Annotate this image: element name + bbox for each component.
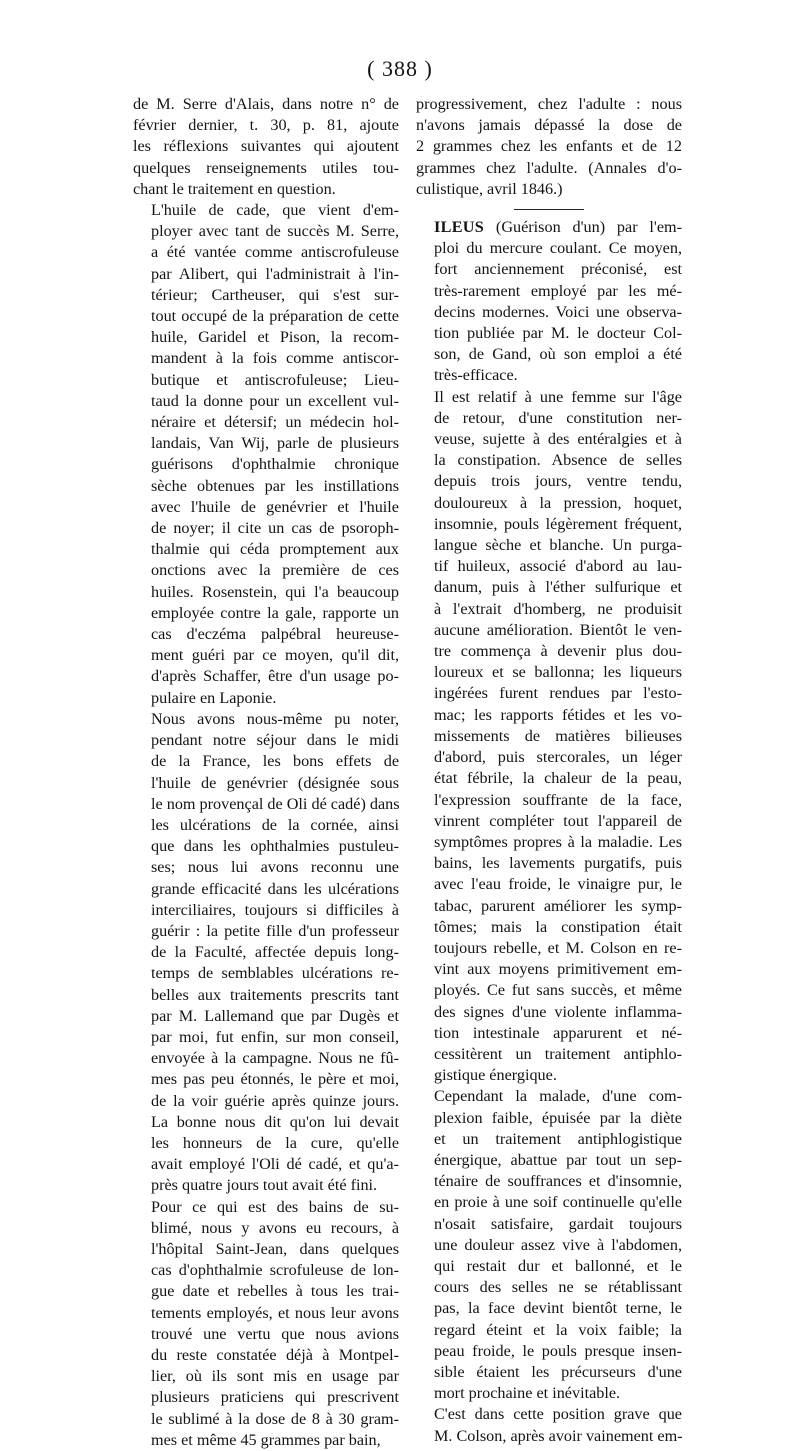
text-line: ployer avec tant de succès M. Serre, bbox=[151, 222, 399, 241]
text-line: toujours rebelle, et M. Colson en re- bbox=[434, 938, 682, 957]
text-line: avec l'eau froide, le vinaigre pur, le bbox=[434, 875, 682, 894]
text-line: Cependant la malade, d'une com- bbox=[434, 1087, 682, 1106]
text-line: par moi, fut enfin, sur mon conseil, bbox=[151, 1027, 399, 1046]
text-line: bains, les lavements purgatifs, puis bbox=[434, 854, 682, 873]
text-line: n'osait satisfaire, gardait toujours bbox=[434, 1214, 682, 1233]
text-line: le sublimé à la dose de 8 à 30 gram- bbox=[151, 1409, 399, 1428]
paragraph bbox=[416, 1086, 682, 1404]
text-line: insomnie, pouls légèrement fréquent, bbox=[434, 514, 682, 533]
text-line: L'huile de cade, que vient d'em- bbox=[151, 201, 399, 220]
text-line: février dernier, t. 30, p. 81, ajoute bbox=[133, 116, 399, 135]
text-line: la constipation. Absence de selles bbox=[434, 451, 682, 470]
text-line: progressivement, chez l'adulte : nous bbox=[416, 95, 682, 113]
text-line: loureux et se ballonna; les liqueurs bbox=[434, 663, 682, 682]
paragraph bbox=[133, 1197, 399, 1451]
text-line: cas d'eczéma palpébral heureuse- bbox=[151, 625, 399, 644]
text-line: ment guéri par ce moyen, qu'il dit, bbox=[151, 646, 399, 665]
paragraph bbox=[416, 387, 682, 1087]
text-line: veuse, sujette à des entéralgies et à bbox=[434, 430, 682, 449]
text-line: douloureux à la pression, hoquet, bbox=[434, 493, 682, 512]
text-line: huiles. Rosenstein, qui l'a beaucoup bbox=[151, 582, 399, 601]
text-line: interciliaires, toujours si difficiles à bbox=[151, 900, 399, 919]
text-line: les ulcérations de la cornée, ainsi bbox=[151, 815, 399, 834]
text-line: Pour ce qui est des bains de su- bbox=[151, 1197, 399, 1216]
text-line: gistique énergique. bbox=[434, 1066, 557, 1085]
text-line: sible étaient les précurseurs d'une bbox=[434, 1362, 682, 1381]
text-line: trouvé une vertu que nous avions bbox=[151, 1324, 399, 1343]
text-line: le nom provençal de Oli dé cadé) dans bbox=[151, 794, 400, 813]
text-line: de M. Serre d'Alais, dans notre n° de bbox=[133, 95, 399, 113]
paragraph bbox=[416, 1404, 682, 1446]
text-line: depuis trois jours, ventre tendu, bbox=[434, 472, 682, 491]
text-line: envoyée à la campagne. Nous ne fû- bbox=[151, 1049, 399, 1068]
text-line: peau froide, le pouls presque insen- bbox=[434, 1341, 682, 1360]
text-line: tion publiée par M. le docteur Col- bbox=[434, 324, 682, 343]
text-line: culistique, avril 1846.) bbox=[416, 179, 563, 198]
text-line: guérisons d'ophthalmie chronique bbox=[151, 455, 399, 474]
text-line: aucune amélioration. Bientôt le ven- bbox=[434, 620, 682, 639]
paragraph bbox=[416, 217, 682, 387]
text-line: gue date et rebelles à tous les trai- bbox=[151, 1282, 399, 1301]
page-number: ( 388 ) bbox=[367, 56, 433, 81]
text-line: mac; les rapports fétides et les vo- bbox=[434, 705, 682, 724]
text-line: de noyer; il cite un cas de psoroph- bbox=[151, 519, 399, 538]
text-line: quelques renseignements utiles tou- bbox=[133, 158, 399, 177]
text-line: une douleur assez vive à l'abdomen, bbox=[434, 1235, 682, 1254]
text-line: employée contre la gale, rapporte un bbox=[151, 603, 399, 622]
text-line: tout occupé de la préparation de cette bbox=[151, 307, 399, 326]
text-line: de la voir guérie après quinze jours. bbox=[151, 1091, 399, 1110]
text-line: d'abord, puis stercorales, un léger bbox=[434, 748, 682, 767]
text-line: tements employés, et nous leur avons bbox=[151, 1303, 399, 1322]
text-line: ténaire de souffrances et d'insomnie, bbox=[434, 1172, 682, 1191]
text-line: butique et antiscrofuleuse; Lieu- bbox=[151, 370, 399, 389]
text-line: taud la donne pour un excellent vul- bbox=[151, 391, 399, 410]
text-line: par M. Lallemand que par Dugès et bbox=[151, 1006, 399, 1025]
text-line: tabac, parurent améliorer les symp- bbox=[434, 896, 682, 915]
text-line: tif huileux, associé d'abord au lau- bbox=[434, 557, 682, 576]
text-line: regard éteint et la voix faible; la bbox=[434, 1320, 682, 1339]
text-line: vinrent compléter tout l'appareil de bbox=[434, 811, 682, 830]
section-divider bbox=[514, 209, 584, 210]
text-line: les honneurs de la cure, qu'elle bbox=[151, 1133, 399, 1152]
text-line: lier, où ils sont mis en usage par bbox=[151, 1367, 399, 1386]
text-line: des signes d'une violente inflamma- bbox=[434, 1002, 682, 1021]
text-line: ployés. Ce fut sans succès, et même bbox=[434, 981, 682, 1000]
text-line: qui restait dur et ballonné, et le bbox=[434, 1256, 682, 1275]
text-line: très-rarement employé par les mé- bbox=[434, 281, 682, 300]
text-line: C'est dans cette position grave que bbox=[434, 1405, 682, 1424]
text-line: mes et même 45 grammes par bain, bbox=[151, 1430, 381, 1449]
text-line: a été vantée comme antiscrofuleuse bbox=[151, 243, 399, 262]
text-line: sèche obtenues par les instillations bbox=[151, 476, 399, 495]
text-line: avait employé l'Oli dé cadé, et qu'a- bbox=[151, 1155, 399, 1174]
text-line: tion intestinale apparurent et né- bbox=[434, 1023, 682, 1042]
text-line: son, de Gand, où son emploi a été bbox=[434, 345, 682, 364]
text-line: 2 grammes chez les enfants et de 12 bbox=[416, 137, 682, 156]
left-column bbox=[133, 94, 399, 1451]
text-line: grande efficacité dans les ulcérations bbox=[151, 879, 399, 898]
text-line: grammes chez l'adulte. (Annales d'o- bbox=[416, 158, 682, 177]
right-column bbox=[416, 94, 682, 1447]
text-line: plusieurs praticiens qui prescrivent bbox=[151, 1388, 399, 1407]
text-line: vint aux moyens primitivement em- bbox=[434, 960, 682, 979]
text-line: énergique, abattue par tout un sep- bbox=[434, 1150, 682, 1169]
paragraph bbox=[133, 200, 399, 709]
text-line: thalmie qui céda promptement aux bbox=[151, 540, 399, 559]
text-line: pendant notre séjour dans le midi bbox=[151, 731, 399, 750]
text-line: mort prochaine et inévitable. bbox=[434, 1384, 621, 1403]
text-line: danum, puis à l'éther sulfurique et bbox=[434, 578, 682, 597]
text-line: belles aux traitements prescrits tant bbox=[151, 985, 399, 1004]
text-line: de la Faculté, affectée depuis long- bbox=[151, 943, 399, 962]
text-line: les réflexions suivantes qui ajoutent bbox=[133, 137, 399, 156]
text-line: cours des selles ne se rétablissant bbox=[434, 1278, 682, 1297]
text-line: blimé, nous y avons eu recours, à bbox=[151, 1218, 399, 1237]
text-line: tômes; mais la constipation était bbox=[434, 917, 682, 936]
text-line: decins modernes. Voici une observa- bbox=[434, 302, 682, 321]
text-line: La bonne nous dit qu'on lui devait bbox=[151, 1112, 399, 1131]
text-line: langue sèche et blanche. Un purga- bbox=[434, 536, 682, 555]
text-line: missements de matières bilieuses bbox=[434, 726, 682, 745]
text-line: symptômes propres à la maladie. Les bbox=[434, 832, 682, 851]
text-line: huile, Garidel et Pison, la recom- bbox=[151, 328, 399, 347]
text-line: ses; nous lui avons reconnu une bbox=[151, 858, 399, 877]
text-line: Nous avons nous-même pu noter, bbox=[151, 709, 399, 728]
text-line: temps de semblables ulcérations re- bbox=[151, 964, 399, 983]
text-line: par Alibert, qui l'administrait à l'in- bbox=[151, 264, 399, 283]
text-line: l'hôpital Saint-Jean, dans quelques bbox=[151, 1239, 399, 1258]
paragraph bbox=[133, 709, 399, 1197]
text-line: cessitèrent un traitement antiphlo- bbox=[434, 1044, 682, 1063]
text-line: en proie à une soif continuelle qu'elle bbox=[434, 1193, 682, 1212]
text-line: du reste constatée déjà à Montpel- bbox=[151, 1345, 399, 1364]
text-line: guérir : la petite fille d'un professeur bbox=[151, 921, 399, 940]
text-line: de retour, d'une constitution ner- bbox=[434, 408, 682, 427]
text-line: ingérées furent rendues par l'esto- bbox=[434, 684, 682, 703]
text-line: de la France, les bons effets de bbox=[151, 752, 399, 771]
text-line: Il est relatif à une femme sur l'âge bbox=[434, 387, 682, 406]
text-line: avec l'huile de genévrier et l'huile bbox=[151, 497, 399, 516]
text-line: chant le traitement en question. bbox=[133, 179, 336, 198]
text-line: pulaire en Laponie. bbox=[151, 688, 277, 707]
text-line: et un traitement antiphlogistique bbox=[434, 1129, 682, 1148]
text-line: plexion faible, épuisée par la diète bbox=[434, 1108, 682, 1127]
text-line: térieur; Cartheuser, qui s'est sur- bbox=[151, 285, 399, 304]
text-line: fort anciennement préconisé, est bbox=[434, 260, 682, 279]
paragraph bbox=[416, 94, 682, 200]
text-line: l'huile de genévrier (désignée sous bbox=[151, 773, 399, 792]
text-line: très-efficace. bbox=[434, 366, 518, 385]
text-line: ploi du mercure coulant. Ce moyen, bbox=[434, 239, 682, 258]
text-line: l'expression souffrante de la face, bbox=[434, 790, 682, 809]
text-line: cas d'ophthalmie scrofuleuse de lon- bbox=[151, 1261, 399, 1280]
text-line: onctions avec la première de ces bbox=[151, 561, 399, 580]
text-line: que dans les ophthalmies pustuleu- bbox=[151, 837, 399, 856]
text-line: mes pas peu étonnés, le père et moi, bbox=[151, 1070, 399, 1089]
text-line: pas, la face devint bientôt terne, le bbox=[434, 1299, 682, 1318]
text-line: d'après Schaffer, être d'un usage po- bbox=[151, 667, 399, 686]
text-line: ILEUS (Guérison d'un) par l'em- bbox=[434, 218, 682, 237]
text-line: M. Colson, après avoir vainement em- bbox=[434, 1426, 683, 1445]
text-line: n'avons jamais dépassé la dose de bbox=[416, 116, 682, 135]
text-line: près quatre jours tout avait été fini. bbox=[151, 1176, 378, 1195]
text-line: landais, Van Wij, parle de plusieurs bbox=[151, 434, 399, 453]
paragraph bbox=[133, 94, 399, 200]
text-line: à l'extrait d'homberg, ne produisit bbox=[434, 599, 682, 618]
text-line: tre commença à devenir plus dou- bbox=[434, 642, 682, 661]
text-line: mandent à la fois comme antiscor- bbox=[151, 349, 399, 368]
text-line: néraire et détersif; un médecin hol- bbox=[151, 413, 399, 432]
text-line: état fébrile, la chaleur de la peau, bbox=[434, 769, 682, 788]
